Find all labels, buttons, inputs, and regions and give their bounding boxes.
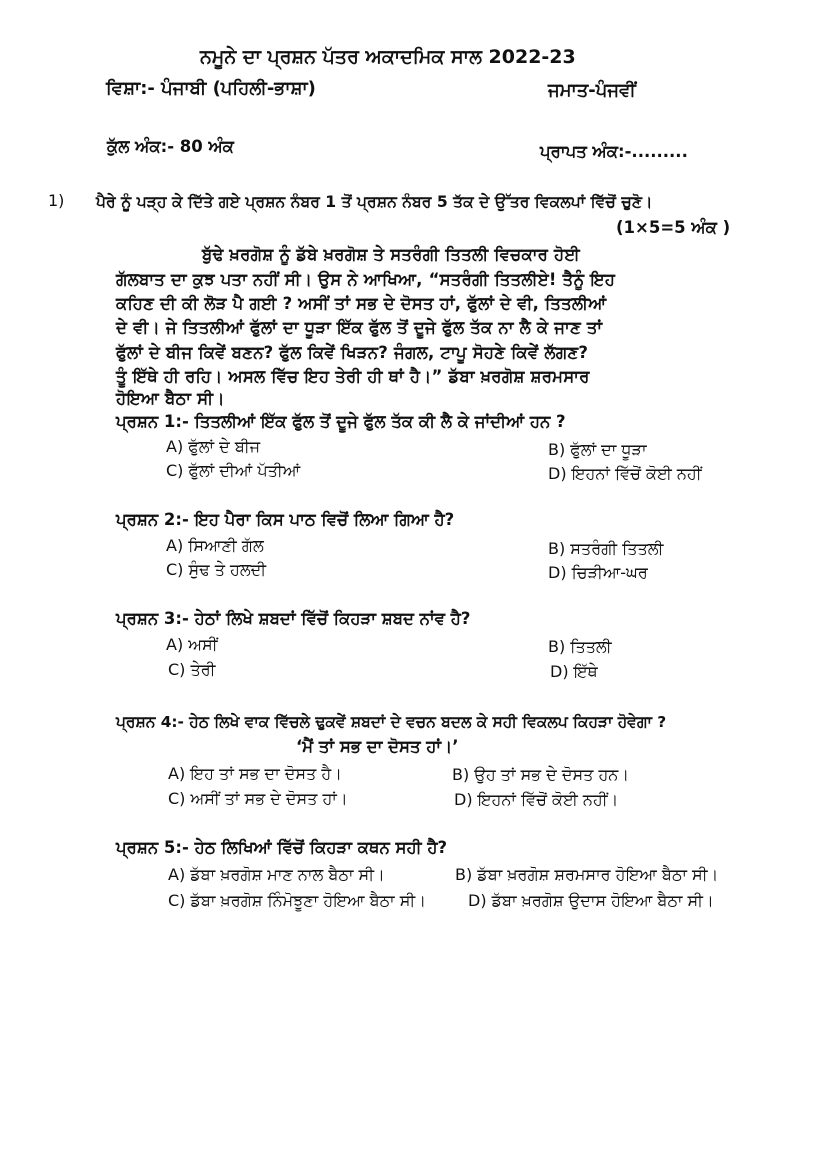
option-a: A) ਸਿਆਣੀ ਗੱਲ [166, 536, 264, 555]
passage-line: ਹੋਇਆ ਬੈਠਾ ਸੀ। [116, 389, 225, 408]
passage-line: ਗੱਲਬਾਤ ਦਾ ਕੁਝ ਪਤਾ ਨਹੀਂ ਸੀ। ਉਸ ਨੇ ਆਖਿਆ, “ਸਤਰੰਗੀ ਤਿਤਲੀਏ! ਤੈਨੂੰ ਇਹ [116, 270, 616, 289]
option-d: D) ਇੱਥੇ [550, 662, 598, 681]
question-text: ਪ੍ਰਸ਼ਨ 5:- ਹੇਠ ਲਿਖਿਆਂ ਵਿੱਚੋਂ ਕਿਹੜਾ ਕਥਨ ਸਹੀ ਹੈ? [116, 838, 448, 857]
option-c: C) ਸੁੰਢ ਤੇ ਹਲਦੀ [166, 560, 267, 579]
passage-line: ਕਹਿਣ ਦੀ ਕੀ ਲੋੜ ਪੈ ਗਈ ? ਅਸੀਂ ਤਾਂ ਸਭ ਦੇ ਦੋਸਤ ਹਾਂ, ਫੁੱਲਾਂ ਦੇ ਵੀ, ਤਿਤਲੀਆਂ [116, 294, 607, 313]
question-text: ਪ੍ਰਸ਼ਨ 3:- ਹੇਠਾਂ ਲਿਖੇ ਸ਼ਬਦਾਂ ਵਿੱਚੋਂ ਕਿਹੜਾ ਸ਼ਬਦ ਨਾਂਵ ਹੈ? [116, 609, 471, 628]
option-b: B) ਉਹ ਤਾਂ ਸਭ ਦੇ ਦੋਸਤ ਹਨ। [452, 765, 630, 784]
subject-label: ਵਿਸ਼ਾ:- ਪੰਜਾਬੀ (ਪਹਿਲੀ-ਭਾਸ਼ਾ) [106, 78, 316, 99]
option-a: A) ਡੱਬਾ ਖ਼ਰਗੋਸ਼ ਮਾਣ ਨਾਲ ਬੈਠਾ ਸੀ। [168, 865, 385, 884]
option-b: B) ਸਤਰੰਗੀ ਤਿਤਲੀ [548, 539, 664, 558]
question-quote: ‘ਮੈਂ ਤਾਂ ਸਭ ਦਾ ਦੋਸਤ ਹਾਂ।’ [296, 737, 459, 756]
section-number: 1) [48, 191, 65, 210]
option-b: B) ਤਿਤਲੀ [548, 637, 612, 656]
option-a: A) ਅਸੀਂ [166, 635, 218, 654]
obtained-marks: ਪ੍ਰਾਪਤ ਅੰਕ:-......... [540, 142, 688, 161]
option-c: C) ਅਸੀਂ ਤਾਂ ਸਭ ਦੇ ਦੋਸਤ ਹਾਂ। [168, 789, 348, 808]
class-label: ਜਮਾਤ-ਪੰਜਵੀਂ [548, 80, 636, 101]
total-marks: ਕੁੱਲ ਅੰਕ:- 80 ਅੰਕ [107, 137, 234, 156]
passage-line: ਦੇ ਵੀ। ਜੇ ਤਿਤਲੀਆਂ ਫੁੱਲਾਂ ਦਾ ਧੂੜਾ ਇੱਕ ਫੁੱਲ ਤੋਂ ਦੂਜੇ ਫੁੱਲ ਤੱਕ ਨਾ ਲੈ ਕੇ ਜਾਣ ਤਾਂ [116, 318, 603, 337]
paper-title: ਨਮੂਨੇ ਦਾ ਪ੍ਰਸ਼ਨ ਪੱਤਰ ਅਕਾਦਮਿਕ ਸਾਲ 2022-23 [200, 46, 576, 68]
option-a: A) ਇਹ ਤਾਂ ਸਭ ਦਾ ਦੋਸਤ ਹੈ। [168, 764, 342, 783]
passage-line: ਤੂੰ ਇੱਥੇ ਹੀ ਰਹਿ। ਅਸਲ ਵਿੱਚ ਇਹ ਤੇਰੀ ਹੀ ਥਾਂ ਹੈ।” ਡੱਬਾ ਖ਼ਰਗੋਸ਼ ਸ਼ਰਮਸਾਰ [116, 367, 590, 386]
option-d: D) ਇਹਨਾਂ ਵਿੱਚੋਂ ਕੋਈ ਨਹੀਂ। [454, 790, 619, 809]
option-b: B) ਫੁੱਲਾਂ ਦਾ ਧੂੜਾ [548, 440, 647, 459]
option-b: B) ਡੱਬਾ ਖ਼ਰਗੋਸ਼ ਸ਼ਰਮਸਾਰ ਹੋਇਆ ਬੈਠਾ ਸੀ। [455, 865, 719, 884]
passage-line: ਬੁੱਢੇ ਖ਼ਰਗੋਸ਼ ਨੂੰ ਡੱਬੇ ਖ਼ਰਗੋਸ਼ ਤੇ ਸਤਰੰਗੀ ਤਿਤਲੀ ਵਿਚਕਾਰ ਹੋਈ [202, 245, 580, 264]
option-d: D) ਇਹਨਾਂ ਵਿੱਚੋਂ ਕੋਈ ਨਹੀਂ [548, 464, 702, 483]
section-marks: (1×5=5 ਅੰਕ ) [616, 218, 731, 237]
option-c: C) ਡੱਬਾ ਖ਼ਰਗੋਸ਼ ਨਿੰਮੋਝੂਣਾ ਹੋਇਆ ਬੈਠਾ ਸੀ। [168, 891, 426, 910]
section-instruction: ਪੈਰੇ ਨੂੰ ਪੜ੍ਹ ਕੇ ਦਿੱਤੇ ਗਏ ਪ੍ਰਸ਼ਨ ਨੰਬਰ 1 ਤੋਂ ਪ੍ਰਸ਼ਨ ਨੰਬਰ 5 ਤੱਕ ਦੇ ਉੱਤਰ ਵਿਕਲਪਾਂ ਵਿੱਚੋਂ ਚੁਣੋ। [96, 193, 653, 211]
option-a: A) ਫੁੱਲਾਂ ਦੇ ਬੀਜ [166, 437, 261, 456]
passage-line: ਫੁੱਲਾਂ ਦੇ ਬੀਜ ਕਿਵੇਂ ਬਣਨ? ਫੁੱਲ ਕਿਵੇਂ ਖਿੜਨ? ਜੰਗਲ, ਟਾਪੂ ਸੋਹਣੇ ਕਿਵੇਂ ਲੱਗਣ? [116, 343, 589, 362]
option-c: C) ਤੇਰੀ [168, 660, 216, 679]
option-d: D) ਚਿੜੀਆ-ਘਰ [548, 563, 648, 582]
question-text: ਪ੍ਰਸ਼ਨ 1:- ਤਿਤਲੀਆਂ ਇੱਕ ਫੁੱਲ ਤੋਂ ਦੂਜੇ ਫੁੱਲ ਤੱਕ ਕੀ ਲੈ ਕੇ ਜਾਂਦੀਆਂ ਹਨ ? [116, 412, 566, 431]
question-text: ਪ੍ਰਸ਼ਨ 2:- ਇਹ ਪੈਰਾ ਕਿਸ ਪਾਠ ਵਿਚੋਂ ਲਿਆ ਗਿਆ ਹੈ? [116, 510, 455, 529]
question-text: ਪ੍ਰਸ਼ਨ 4:- ਹੇਠ ਲਿਖੇ ਵਾਕ ਵਿੱਚਲੇ ਢੁਕਵੇਂ ਸ਼ਬਦਾਂ ਦੇ ਵਚਨ ਬਦਲ ਕੇ ਸਹੀ ਵਿਕਲਪ ਕਿਹੜਾ ਹੋਵੇਗਾ ? [116, 713, 667, 731]
option-c: C) ਫੁੱਲਾਂ ਦੀਆਂ ਪੱਤੀਆਂ [166, 461, 301, 480]
option-d: D) ਡੱਬਾ ਖ਼ਰਗੋਸ਼ ਉਦਾਸ ਹੋਇਆ ਬੈਠਾ ਸੀ। [468, 891, 714, 910]
